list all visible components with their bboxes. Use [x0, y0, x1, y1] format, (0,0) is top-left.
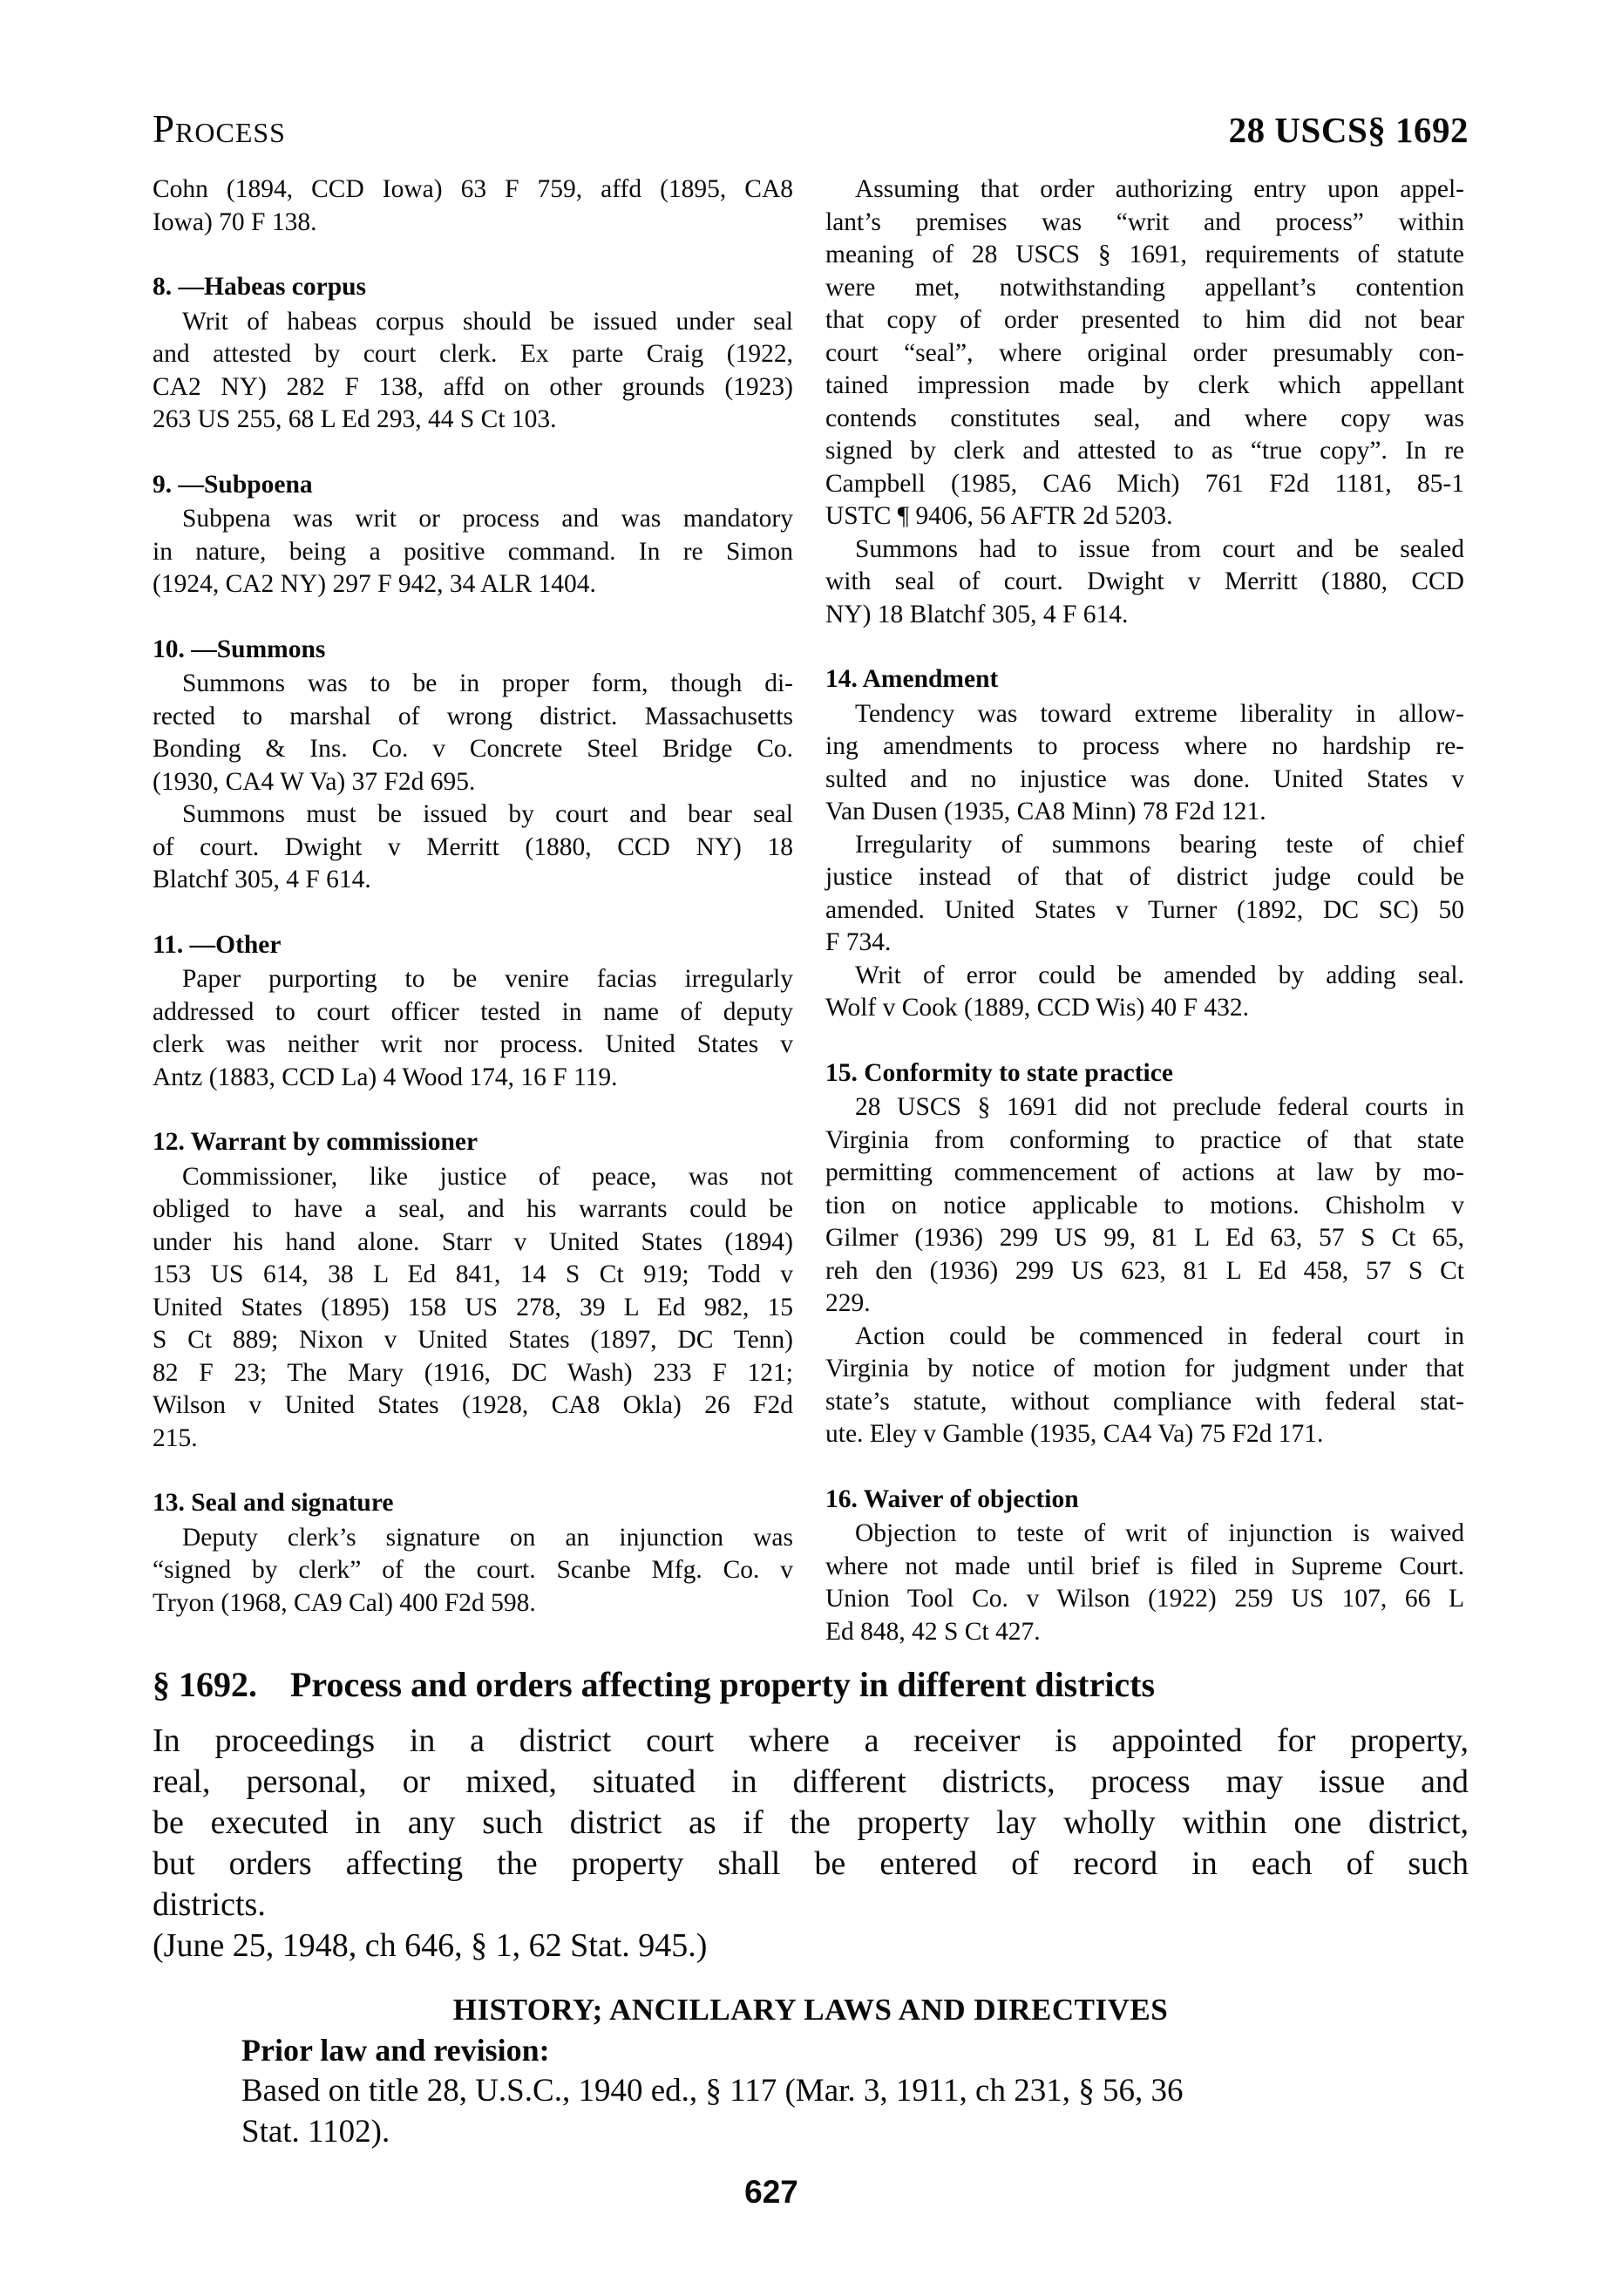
text-line: Subpena was writ or process and was mandatory: [182, 505, 793, 533]
annotation-heading: 11. —Other: [153, 930, 282, 959]
annotation-paragraph: [825, 1321, 1464, 1451]
annotation-paragraph: [825, 829, 1464, 960]
annotation-heading: 12. Warrant by commissioner: [153, 1128, 478, 1156]
text-line: amended. United States v Turner (1892, DC SC) 50: [825, 895, 1464, 924]
text-line: USTC ¶ 9406, 56 AFTR 2d 5203.: [825, 502, 1173, 530]
text-line: Objection to teste of writ of injunction is waived: [855, 1519, 1464, 1547]
text-line: reh den (1936) 299 US 623, 81 L Ed 458, 57 S Ct: [825, 1256, 1464, 1285]
history-subheading: Prior law and revision:: [241, 2033, 550, 2068]
text-line: Summons was to be in proper form, though di-: [182, 669, 793, 697]
text-line: Ed 848, 42 S Ct 427.: [825, 1617, 1041, 1646]
text-line: Based on title 28, U.S.C., 1940 ed., § 117 (Mar. 3, 1911, ch 231, § 56, 36: [241, 2073, 1184, 2109]
text-line: Blatchf 305, 4 F 614.: [153, 866, 371, 893]
text-line: F 734.: [825, 928, 892, 956]
text-line: In proceedings in a district court where a receiver is appointed for property,: [153, 1722, 1469, 1759]
text-line: Iowa) 70 F 138.: [153, 207, 317, 236]
text-line: 153 US 614, 38 L Ed 841, 14 S Ct 919; Todd v: [153, 1260, 793, 1288]
text-line: that copy of order presented to him did not bear: [825, 306, 1464, 334]
text-line: state’s statute, without compliance with federal stat-: [825, 1387, 1464, 1416]
text-line: (1930, CA4 W Va) 37 F2d 695.: [153, 767, 476, 796]
annotation-paragraph: [153, 798, 793, 897]
text-line: meaning of 28 USCS § 1691, requirements of statute: [825, 241, 1464, 268]
history-heading: HISTORY; ANCILLARY LAWS AND DIRECTIVES: [452, 1993, 1169, 2027]
text-line: of court. Dwight v Merritt (1880, CCD NY) 18: [153, 832, 793, 861]
text-line: were met, notwithstanding appellant’s contention: [825, 273, 1464, 302]
text-line: obliged to have a seal, and his warrants could be: [153, 1195, 793, 1223]
text-line: ing amendments to process where no hardship re-: [825, 732, 1464, 760]
annotation-paragraph: [153, 503, 793, 601]
text-line: ute. Eley v Gamble (1935, CA4 Va) 75 F2d 171.: [825, 1420, 1324, 1448]
text-line: Tryon (1968, CA9 Cal) 400 F2d 598.: [153, 1588, 536, 1617]
annotation-paragraph: [153, 963, 793, 1094]
text-line: Antz (1883, CCD La) 4 Wood 174, 16 F 119.: [153, 1063, 618, 1091]
text-line: clerk was neither writ nor process. United States v: [153, 1030, 793, 1058]
text-line: justice instead of that of district judge could be: [825, 863, 1464, 891]
text-line: Summons had to issue from court and be sealed: [855, 534, 1464, 563]
text-line: rected to marshal of wrong district. Massachusetts: [153, 702, 793, 730]
text-line: under his hand alone. Starr v United States (1894): [153, 1227, 793, 1256]
text-line: permitting commencement of actions at law by mo-: [825, 1158, 1464, 1186]
text-line: Van Dusen (1935, CA8 Minn) 78 F2d 121.: [825, 798, 1266, 825]
annotation-paragraph: [153, 1522, 793, 1620]
statute-section: [153, 1663, 1469, 1967]
history-section: [153, 1990, 1469, 2152]
running-head: [153, 106, 1469, 152]
text-line: 215.: [153, 1423, 198, 1452]
text-line: Cohn (1894, CCD Iowa) 63 F 759, affd (1895, CA8: [153, 175, 793, 203]
text-line: 229.: [825, 1289, 871, 1317]
text-line: real, personal, or mixed, situated in different districts, process may issue and: [153, 1763, 1469, 1800]
text-line: Wolf v Cook (1889, CCD Wis) 40 F 432.: [825, 994, 1249, 1022]
statute-body: [153, 1721, 1469, 1926]
text-line: with seal of court. Dwight v Merritt (1880, CCD: [825, 567, 1464, 595]
text-line: in nature, being a positive command. In re Simon: [153, 537, 793, 566]
text-line: Assuming that order authorizing entry upon appel-: [855, 175, 1464, 203]
right-column: [825, 173, 1464, 1648]
annotation-paragraph: [825, 698, 1464, 829]
text-line: Virginia by notice of motion for judgment under that: [825, 1355, 1464, 1382]
text-line: S Ct 889; Nixon v United States (1897, DC Tenn): [153, 1326, 793, 1354]
statute-heading: [153, 1663, 1469, 1707]
text-line: 82 F 23; The Mary (1916, DC Wash) 233 F 121;: [153, 1358, 793, 1387]
text-line: signed by clerk and attested to as “true copy”. In re: [825, 437, 1464, 465]
annotation-paragraph: [825, 1091, 1464, 1321]
annotation-paragraph: [825, 1518, 1464, 1648]
text-line: tion on notice applicable to motions. Chisholm v: [825, 1191, 1464, 1219]
annotation-columns: [153, 173, 1469, 1648]
text-line: Stat. 1102).: [241, 2114, 390, 2150]
text-line: Campbell (1985, CA6 Mich) 761 F2d 1181, 85-1: [825, 469, 1464, 498]
text-line: United States (1895) 158 US 278, 39 L Ed 982, 15: [153, 1293, 793, 1321]
text-line: contends constitutes seal, and where copy was: [825, 404, 1464, 432]
annotation-paragraph: [825, 533, 1464, 632]
page-number: 627: [744, 2174, 798, 2210]
text-line: Deputy clerk’s signature on an injunction was: [182, 1523, 793, 1552]
annotation-heading: 8. —Habeas corpus: [153, 273, 367, 301]
text-line: districts.: [153, 1886, 266, 1923]
text-line: addressed to court officer tested in name of deputy: [153, 997, 793, 1026]
text-line: be executed in any such district as if the property lay wholly within one district,: [153, 1804, 1469, 1841]
text-line: Virginia from conforming to practice of that state: [825, 1125, 1464, 1154]
text-line: Action could be commenced in federal court in: [855, 1321, 1464, 1350]
text-line: sulted and no injustice was done. United States v: [825, 764, 1464, 793]
text-line: Irregularity of summons bearing teste of chief: [855, 830, 1464, 859]
text-line: Summons must be issued by court and bear seal: [182, 800, 793, 828]
annotation-paragraph: [825, 960, 1464, 1025]
running-head-title: Process: [153, 107, 286, 151]
text-line: Wilson v United States (1928, CA8 Okla) 26 F2d: [153, 1391, 793, 1419]
text-line: where not made until brief is filed in Supreme Court.: [825, 1552, 1464, 1580]
text-line: and attested by court clerk. Ex parte Craig (1922,: [153, 340, 793, 368]
running-head-section: 28 USCS§ 1692: [1228, 110, 1469, 150]
statute-title: Process and orders affecting property in different districts: [290, 1665, 1156, 1704]
annotation-heading: 9. —Subpoena: [153, 470, 313, 499]
annotation-paragraph: [153, 1161, 793, 1456]
text-line: 28 USCS § 1691 did not preclude federal courts in: [855, 1093, 1464, 1121]
text-line: lant’s premises was “writ and process” within: [825, 207, 1464, 236]
text-line: Writ of habeas corpus should be issued under seal: [182, 307, 793, 336]
annotation-paragraph: [153, 668, 793, 798]
text-line: Union Tool Co. v Wilson (1922) 259 US 107, 66 L: [825, 1585, 1464, 1613]
text-line: “signed by clerk” of the court. Scanbe Mfg. Co. v: [153, 1556, 793, 1584]
history-body: [241, 2070, 1401, 2152]
annotation-paragraph: [825, 173, 1464, 533]
text-line: 263 US 255, 68 L Ed 293, 44 S Ct 103.: [153, 405, 557, 433]
annotation-paragraph: [153, 306, 793, 437]
text-line: court “seal”, where original order presumably con-: [825, 338, 1464, 367]
text-line: Gilmer (1936) 299 US 99, 81 L Ed 63, 57 S Ct 65,: [825, 1224, 1464, 1252]
statute-number: § 1692.: [153, 1665, 257, 1704]
text-line: Writ of error could be amended by adding seal.: [855, 961, 1464, 989]
text-line: Paper purporting to be venire facias irregularly: [182, 965, 793, 993]
annotation-heading: 15. Conformity to state practice: [825, 1058, 1173, 1087]
text-line: Commissioner, like justice of peace, was not: [182, 1162, 793, 1191]
text-line: but orders affecting the property shall be entered of record in each of such: [153, 1845, 1469, 1882]
text-line: NY) 18 Blatchf 305, 4 F 614.: [825, 600, 1129, 628]
text-line: tained impression made by clerk which appellant: [825, 371, 1464, 399]
text-line: Bonding & Ins. Co. v Concrete Steel Bridge Co.: [153, 735, 793, 763]
statute-credit: (June 25, 1948, ch 646, § 1, 62 Stat. 945.): [153, 1927, 708, 1964]
text-line: Tendency was toward extreme liberality in allow-: [855, 699, 1464, 728]
annotation-paragraph: [153, 173, 793, 239]
annotation-heading: 10. —Summons: [153, 635, 326, 663]
annotation-heading: 16. Waiver of objection: [825, 1484, 1079, 1513]
annotation-heading: 14. Amendment: [825, 665, 999, 693]
text-line: CA2 NY) 282 F 138, affd on other grounds (1923): [153, 372, 793, 401]
annotation-heading: 13. Seal and signature: [153, 1489, 394, 1517]
text-line: (1924, CA2 NY) 297 F 942, 34 ALR 1404.: [153, 570, 596, 598]
left-column: [153, 173, 793, 1648]
